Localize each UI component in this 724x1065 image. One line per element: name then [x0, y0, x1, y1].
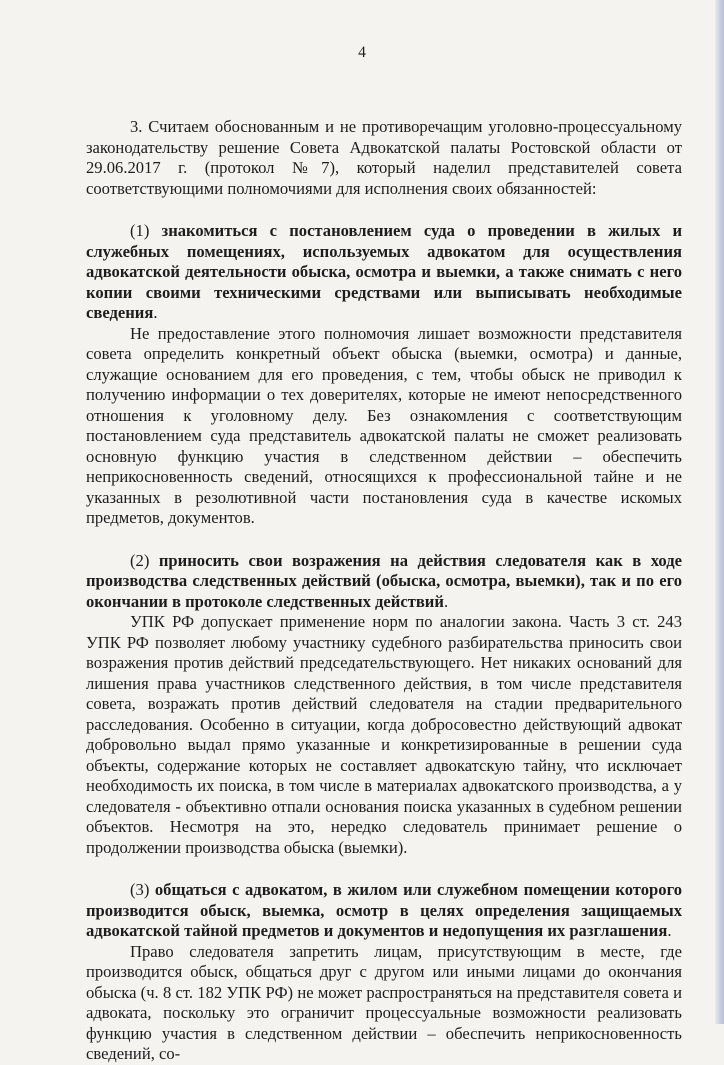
section-3-body: Право следователя запретить лицам, присутствующим в месте, где производится обыск, общаться друг с другом или иными лицами до окончания обыска (ч. 8 ст. 182 УПК РФ) не может распространяться на представителя совета и адвоката, поскольку это ограничит процессуальные возможности реализовать функцию участия в следственном действии – обеспечить неприкосновенность сведений, со- [86, 941, 682, 1063]
section-3-number: (3) [130, 880, 150, 899]
section-2-body: УПК РФ допускает применение норм по аналогии закона. Часть 3 ст. 243 УПК РФ позволяет любому участнику судебного разбирательства приносить свои возражения против действий председательствующего. Нет никаких оснований для лишения права участников следственного действия, в том числе представителя совета, возражать против действий следователя на стадии предварительного расследования. Особенно в ситуации, когда добросовестно действующий адвокат добровольно выдал прямо указанные и конкретизированные в решении суда объекты, содержание которых не составляет адвокатскую тайну, что исключает необходимость их поиска, в том числе в материалах адвокатского производства, а у следователя - объективно отпали основания поиска указанных в судебном решении объектов. Несмотря на это, нередко следователь принимает решение о продолжении производства обыска (выемки). [86, 612, 682, 857]
section-2-heading-text: приносить свои возражения на действия следователя как в ходе производства следственных действий (обыска, осмотра, выемки), так и по его окончании в протоколе следственных действий [86, 550, 682, 611]
section-3-heading: (3) общаться с адвокатом, в жилом или служебном помещении которого производится обыск, выемка, осмотр в целях определения защищаемых адвокатской тайной предметов и документов и недопущения их разглашения. [86, 880, 682, 940]
scan-edge [715, 0, 724, 1024]
page-number: 4 [358, 44, 366, 61]
section-1-heading-text: знакомиться с постановлением суда о проведении в жилых и служебных помещениях, используемых адвокатом для осуществления адвокатской деятельности обыска, осмотра и выемки, а также снимать с него копии своими техническими средствами или выписывать необходимые сведения [86, 221, 682, 322]
section-1-heading: (1) знакомиться с постановлением суда о проведении в жилых и служебных помещениях, используемых адвокатом для осуществления адвокатской деятельности обыска, осмотра и выемки, а также снимать с него копии своими техническими средствами или выписывать необходимые сведения. [86, 221, 682, 322]
section-2-number: (2) [130, 550, 150, 570]
section-3-heading-text: общаться с адвокатом, в жилом или служебном помещении которого производится обыск, выемка, осмотр в целях определения защищаемых адвокатской тайной предметов и документов и недопущения их разглашения [86, 880, 682, 940]
section-1-body: Не предоставление этого полномочия лишает возможности представителя совета определить конкретный объект обыска (выемки, осмотра) и данные, служащие основанием для его проведения, с тем, чтобы обыск не приводил к получению информации о тех доверителях, которые не имеют непосредственного отношения к уголовному делу. Без ознакомления с соответствующим постановлением суда представитель адвокатской палаты не сможет реализовать основную функцию участия в следственном действии – обеспечить неприкосновенность сведений, относящихся к профессиональной тайне и не указанных в резолютивной части постановления суда в качестве искомых предметов, документов. [86, 323, 682, 527]
document-body [86, 117, 682, 1065]
intro-paragraph: 3. Считаем обоснованным и не противоречащим уголовно-процессуальному законодательству решение Совета Адвокатской палаты Ростовской области от 29.06.2017 г. (протокол №7), который наделил представителей совета соответствующими полномочиями для исполнения своих обязанностей: [86, 117, 682, 198]
section-2-heading: (2) приносить свои возражения на действия следователя как в ходе производства следственных действий (обыска, осмотра, выемки), так и по его окончании в протоколе следственных действий. [86, 550, 682, 611]
section-1-number: (1) [130, 221, 150, 240]
